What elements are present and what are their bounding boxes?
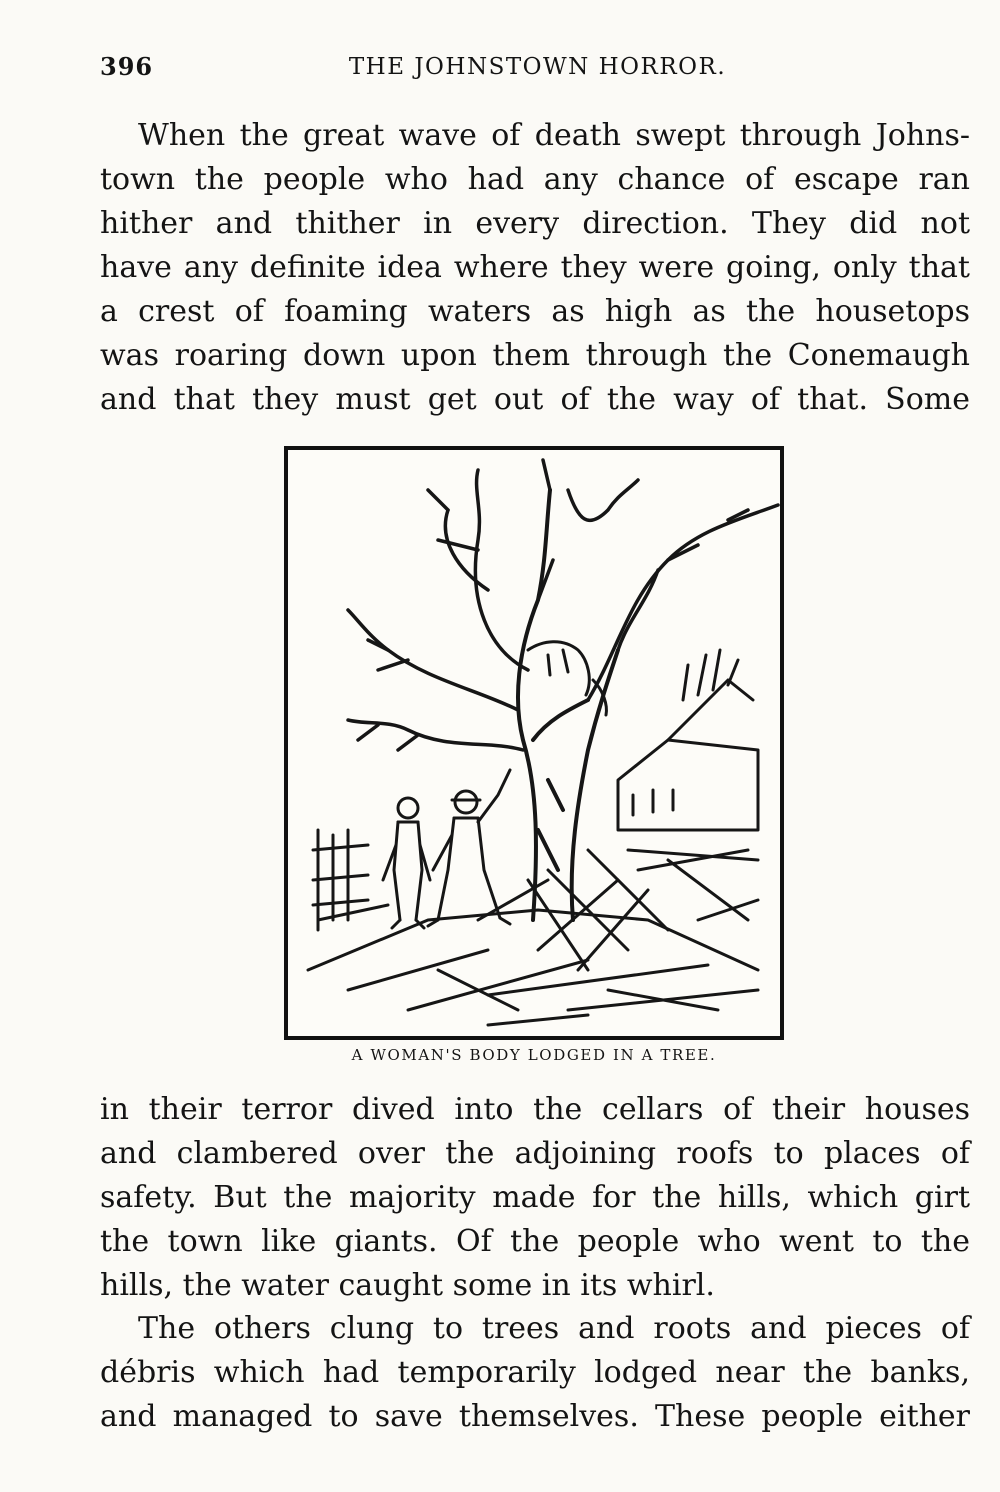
text-line: and managed to save themselves. These people either bbox=[100, 1399, 970, 1434]
text-line: débris which had temporarily lodged near the banks, bbox=[100, 1355, 970, 1390]
tree-illustration bbox=[288, 450, 780, 1036]
paragraph-3 bbox=[100, 1307, 970, 1439]
text-line: town the people who had any chance of escape ran bbox=[100, 162, 970, 197]
text-line: hills, the water caught some in its whirl. bbox=[100, 1268, 715, 1303]
text-line: The others clung to trees and roots and pieces of bbox=[138, 1311, 970, 1346]
text-line: and that they must get out of the way of that. Some bbox=[100, 382, 970, 417]
running-title: THE JOHNSTOWN HORROR. bbox=[348, 54, 727, 80]
tree-branches bbox=[348, 460, 778, 750]
text-line: When the great wave of death swept through Johns- bbox=[138, 118, 970, 153]
text-line: the town like giants. Of the people who went to the bbox=[100, 1224, 970, 1259]
page-number: 396 bbox=[100, 52, 154, 81]
text-line: in their terror dived into the cellars of their houses bbox=[100, 1092, 970, 1127]
text-line: was roaring down upon them through the Conemaugh bbox=[100, 338, 970, 373]
figure-caption: A WOMAN'S BODY LODGED IN A TREE. bbox=[351, 1046, 717, 1064]
tree-trunk bbox=[518, 490, 618, 920]
figure-man-left bbox=[383, 798, 430, 928]
figure-man-right bbox=[428, 770, 510, 926]
paragraph-1 bbox=[100, 114, 970, 422]
text-line: and clambered over the adjoining roofs to places of bbox=[100, 1136, 970, 1171]
text-line: have any definite idea where they were going, only that bbox=[100, 250, 970, 285]
paragraph-2 bbox=[100, 1088, 970, 1308]
running-header bbox=[100, 52, 975, 86]
text-line: safety. But the majority made for the hills, which girt bbox=[100, 1180, 970, 1215]
text-line: a crest of foaming waters as high as the housetops bbox=[100, 294, 970, 329]
body-in-tree bbox=[528, 642, 606, 715]
text-line: hither and thither in every direction. They did not bbox=[100, 206, 970, 241]
debris-pile bbox=[308, 850, 758, 1025]
wrecked-house bbox=[618, 650, 758, 870]
illustration-frame bbox=[284, 446, 784, 1040]
